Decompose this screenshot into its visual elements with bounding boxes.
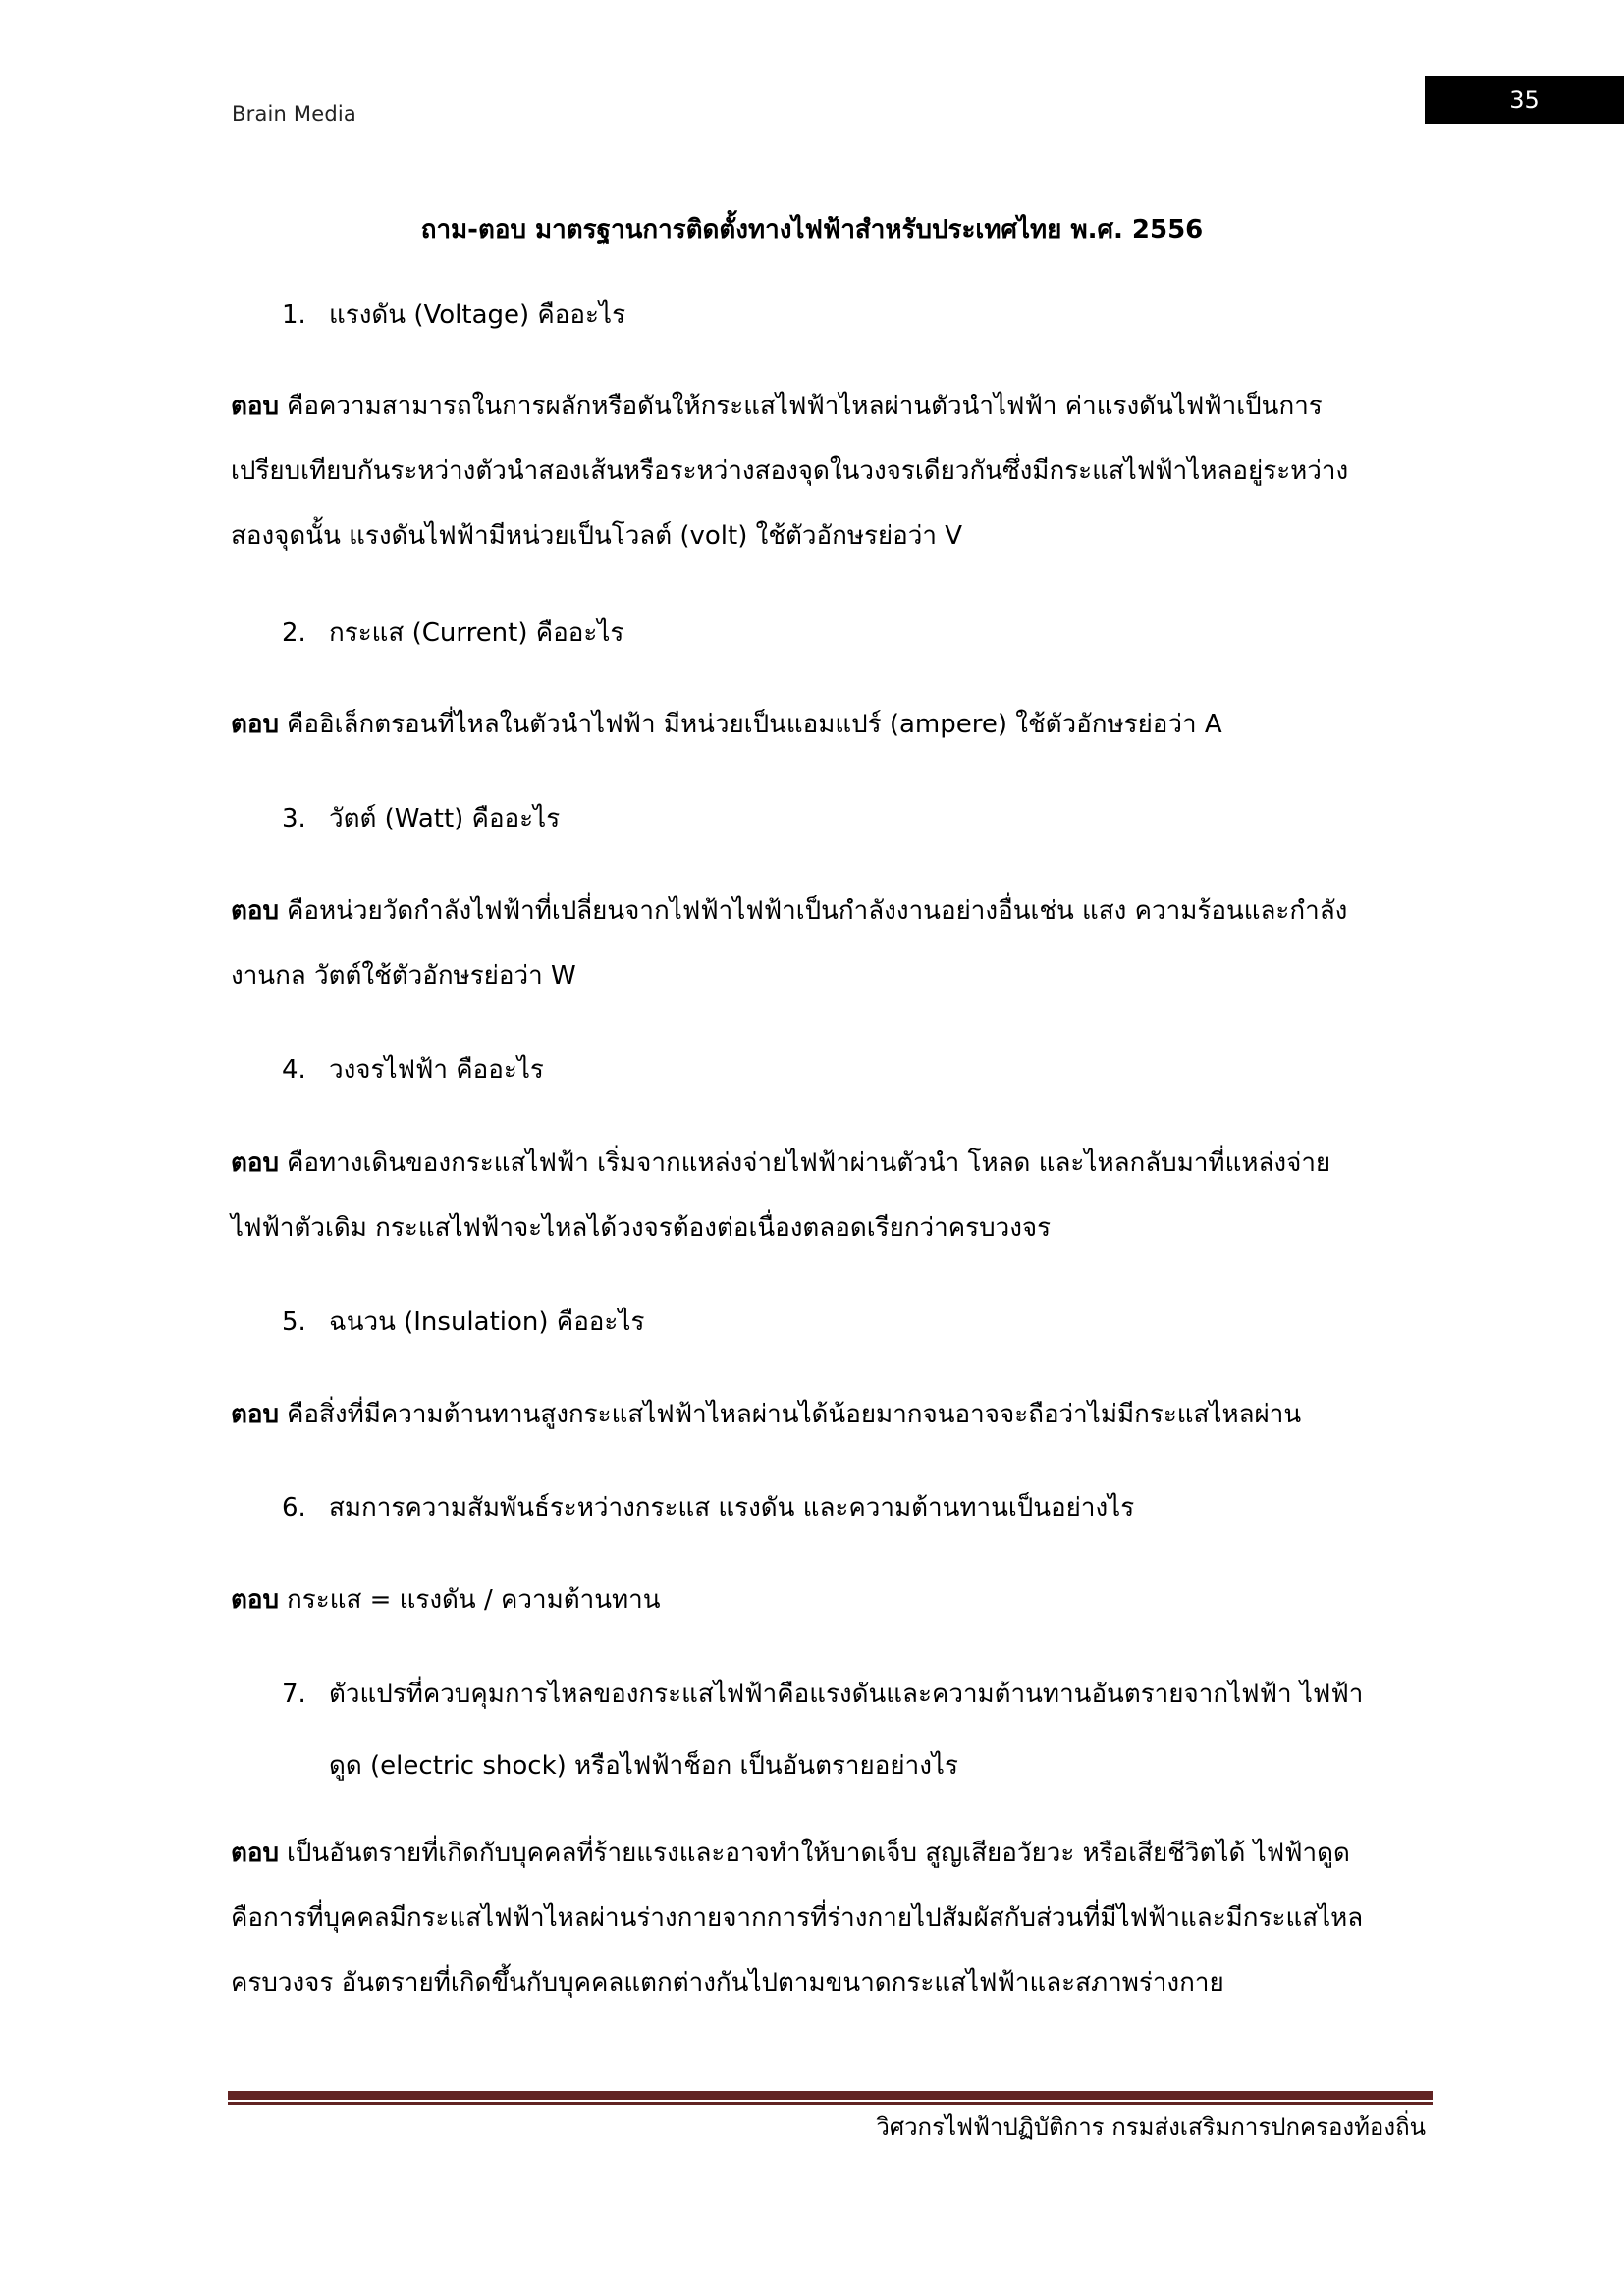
footer-text: วิศวกรไฟฟ้าปฏิบัติการ กรมส่งเสริมการปกครองท้องถิ่น	[876, 2113, 1426, 2141]
answer-3	[231, 879, 1347, 1008]
question-number: 6.	[282, 1493, 306, 1522]
answer-line: งานกล วัตต์ใช้ตัวอักษรย่อว่า W	[231, 961, 576, 990]
answer-line: คือความสามารถในการผลักหรือดันให้กระแสไฟฟ้าไหลผ่านตัวนำไฟฟ้า ค่าแรงดันไฟฟ้าเป็นการ	[287, 392, 1323, 421]
answer-line: กระแส = แรงดัน / ความต้านทาน	[287, 1585, 661, 1615]
question-number: 2.	[282, 618, 306, 648]
answer-label: ตอบ	[231, 1400, 280, 1429]
question-text: สมการความสัมพันธ์ระหว่างกระแส แรงดัน และความต้านทานเป็นอย่างไร	[329, 1493, 1135, 1522]
answer-1	[231, 374, 1348, 568]
answer-line: สองจุดนั้น แรงดันไฟฟ้ามีหน่วยเป็นโวลต์ (volt) ใช้ตัวอักษรย่อว่า V	[231, 521, 963, 551]
answer-line: คือทางเดินของกระแสไฟฟ้า เริ่มจากแหล่งจ่ายไฟฟ้าผ่านตัวนำ โหลด และไหลกลับมาที่แหล่งจ่าย	[287, 1148, 1331, 1178]
answer-label: ตอบ	[231, 896, 280, 926]
question-2	[282, 613, 623, 653]
question-6	[282, 1487, 1134, 1527]
answer-line: คือสิ่งที่มีความต้านทานสูงกระแสไฟฟ้าไหลผ่านได้น้อยมากจนอาจจะถือว่าไม่มีกระแสไหลผ่าน	[287, 1400, 1302, 1429]
answer-line: คือการที่บุคคลมีกระแสไฟฟ้าไหลผ่านร่างกายจากการที่ร่างกายไปสัมผัสกับส่วนที่มีไฟฟ้าและมีกระแสไหล	[231, 1903, 1364, 1933]
footer-rule-thin	[228, 2102, 1433, 2105]
question-number: 1.	[282, 300, 306, 330]
question-number: 5.	[282, 1308, 306, 1337]
question-3	[282, 798, 560, 838]
answer-5	[231, 1382, 1301, 1447]
answer-line: เปรียบเทียบกันระหว่างตัวนำสองเส้นหรือระหว่างสองจุดในวงจรเดียวกันซึ่งมีกระแสไฟฟ้าไหลอยู่ระหว่าง	[231, 456, 1349, 486]
answer-label: ตอบ	[231, 1148, 280, 1178]
answer-line: ไฟฟ้าตัวเดิม กระแสไฟฟ้าจะไหลได้วงจรต้องต่อเนื่องตลอดเรียกว่าครบวงจร	[231, 1213, 1052, 1243]
question-text: ตัวแปรที่ควบคุมการไหลของกระแสไฟฟ้าคือแรงดันและความต้านทานอันตรายจากไฟฟ้า ไฟฟ้า	[329, 1680, 1364, 1709]
answer-label: ตอบ	[231, 1585, 280, 1615]
header-brand: Brain Media	[232, 102, 357, 126]
question-number: 4.	[282, 1055, 306, 1085]
question-text-continued: ดูด (electric shock) หรือไฟฟ้าช็อก เป็นอันตรายอย่างไร	[329, 1751, 958, 1781]
question-number: 7.	[282, 1680, 306, 1709]
answer-label: ตอบ	[231, 710, 280, 739]
document-title: ถาม-ตอบ มาตรฐานการติดตั้งทางไฟฟ้าสำหรับประเทศไทย พ.ศ. 2556	[420, 215, 1204, 244]
answer-7	[231, 1821, 1363, 2015]
question-4	[282, 1049, 544, 1090]
answer-4	[231, 1131, 1330, 1260]
answer-label: ตอบ	[231, 1839, 280, 1868]
question-5	[282, 1302, 644, 1342]
question-1	[282, 294, 625, 335]
question-text: กระแส (Current) คืออะไร	[329, 618, 624, 648]
question-text: ฉนวน (Insulation) คืออะไร	[329, 1308, 645, 1337]
answer-2	[231, 692, 1222, 757]
page-number-badge	[1425, 76, 1624, 124]
question-7	[282, 1674, 1363, 1786]
answer-line: คือหน่วยวัดกำลังไฟฟ้าที่เปลี่ยนจากไฟฟ้าไฟฟ้าเป็นกำลังงานอย่างอื่นเช่น แสง ความร้อนและกำลัง	[287, 896, 1348, 926]
page-number: 35	[1509, 85, 1540, 114]
question-number: 3.	[282, 804, 306, 833]
question-text: วงจรไฟฟ้า คืออะไร	[329, 1055, 544, 1085]
answer-label: ตอบ	[231, 392, 280, 421]
question-text: แรงดัน (Voltage) คืออะไร	[329, 300, 626, 330]
question-text: วัตต์ (Watt) คืออะไร	[329, 804, 561, 833]
answer-line: เป็นอันตรายที่เกิดกับบุคคลที่ร้ายแรงและอาจทำให้บาดเจ็บ สูญเสียอวัยวะ หรือเสียชีวิตได้ ไฟฟ้าดูด	[287, 1839, 1350, 1868]
answer-line: ครบวงจร อันตรายที่เกิดขึ้นกับบุคคลแตกต่างกันไปตามขนาดกระแสไฟฟ้าและสภาพร่างกาย	[231, 1968, 1224, 1998]
answer-6	[231, 1568, 661, 1632]
footer-rule-thick	[228, 2091, 1433, 2100]
answer-line: คืออิเล็กตรอนที่ไหลในตัวนำไฟฟ้า มีหน่วยเป็นแอมแปร์ (ampere) ใช้ตัวอักษรย่อว่า A	[287, 710, 1222, 739]
